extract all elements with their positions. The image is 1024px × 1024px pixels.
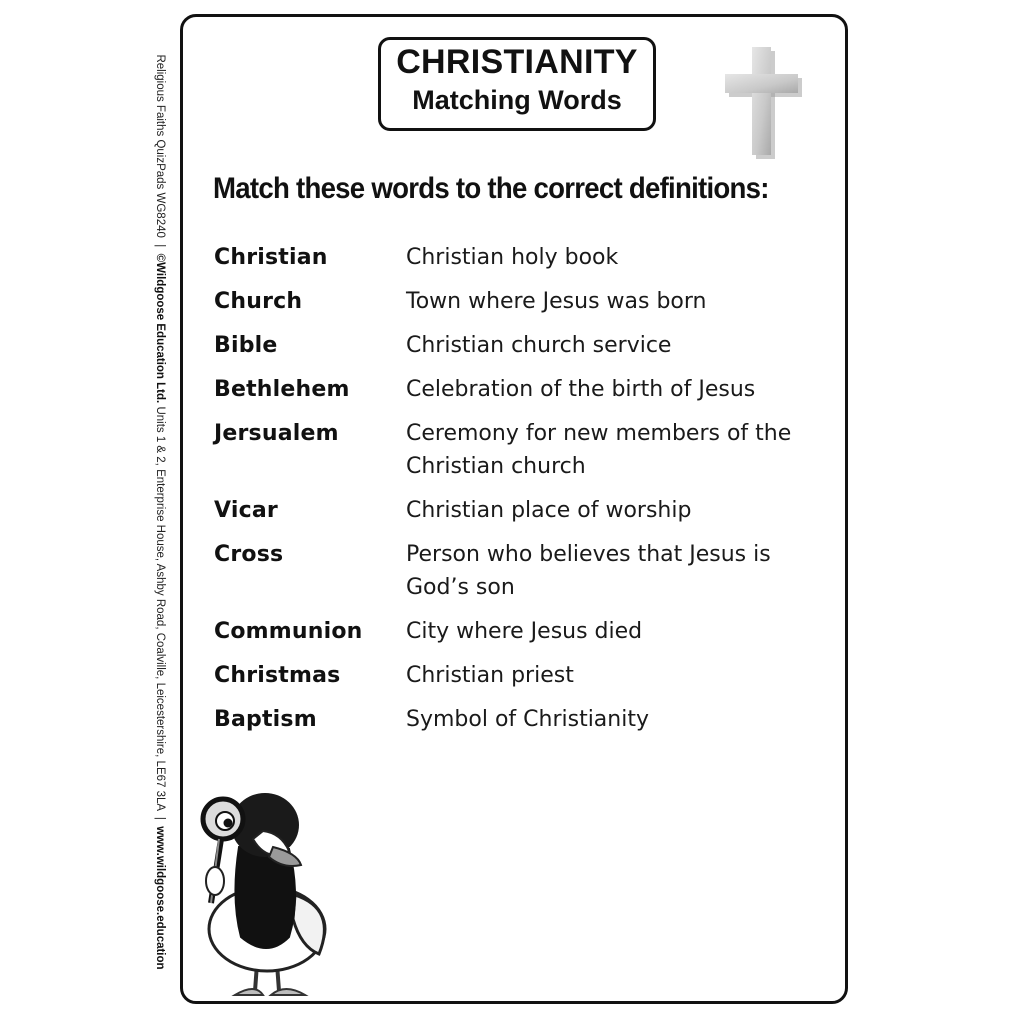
- list-item: [214, 241, 824, 274]
- term: Christmas: [214, 663, 341, 688]
- definition: Christian priest: [406, 663, 574, 688]
- list-item: [214, 538, 824, 604]
- list-item: [214, 659, 824, 692]
- definition: Christian church service: [406, 333, 672, 358]
- instruction-heading: Match these words to the correct definitions:: [213, 172, 769, 205]
- definition: Person who believes that Jesus is God’s son: [406, 542, 771, 600]
- term: Vicar: [214, 498, 278, 523]
- term: Christian: [214, 245, 328, 270]
- definition: Christian holy book: [406, 245, 619, 270]
- definition: City where Jesus died: [406, 619, 643, 644]
- list-item: [214, 417, 824, 483]
- goose-detective-icon: [197, 769, 347, 1001]
- cross-icon: [723, 45, 803, 161]
- page-title: CHRISTIANITY: [396, 43, 638, 81]
- definition: Town where Jesus was born: [406, 289, 707, 314]
- worksheet-card: [180, 14, 848, 1004]
- definition: Celebration of the birth of Jesus: [406, 377, 756, 402]
- definition: Christian place of worship: [406, 498, 692, 523]
- list-item: [214, 494, 824, 527]
- term: Jersualem: [214, 421, 339, 446]
- term: Bible: [214, 333, 278, 358]
- separator: |: [154, 816, 166, 820]
- list-item: [214, 329, 824, 362]
- definition: Ceremony for new members of the Christian church: [406, 421, 792, 479]
- list-item: [214, 615, 824, 648]
- list-item: [214, 703, 824, 736]
- page-subtitle: Matching Words: [412, 85, 622, 115]
- term: Church: [214, 289, 303, 314]
- company-name: ©Wildgoose Education Ltd.: [154, 253, 166, 404]
- matching-list: [214, 241, 824, 747]
- title-box: [378, 37, 656, 131]
- list-item: [214, 373, 824, 406]
- term: Communion: [214, 619, 363, 644]
- term: Bethlehem: [214, 377, 350, 402]
- separator: |: [154, 244, 166, 248]
- pad-reference: Religious Faiths QuizPads WG8240: [154, 54, 166, 238]
- company-address: Units 1 & 2, Enterprise House, Ashby Road, Coalville, Leicestershire, LE67 3LA: [154, 406, 166, 811]
- list-item: [214, 285, 824, 318]
- definition: Symbol of Christianity: [406, 707, 649, 732]
- term: Cross: [214, 542, 284, 567]
- term: Baptism: [214, 707, 317, 732]
- website: www.wildgoose.education: [154, 826, 166, 970]
